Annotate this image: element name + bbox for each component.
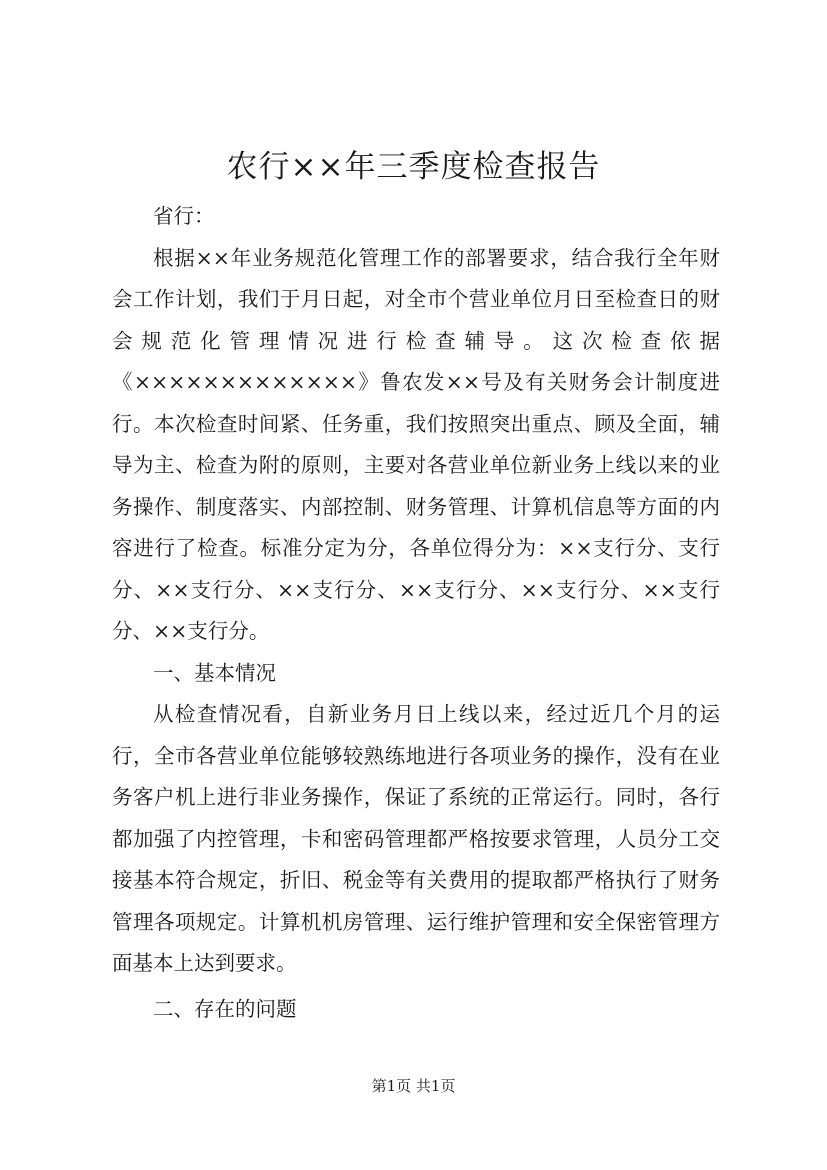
document-title: 农行××年三季度检查报告	[226, 149, 601, 185]
salutation: 省行：	[153, 204, 215, 228]
section-heading-basic: 一、基本情况	[153, 660, 276, 685]
paragraph-intro: 根据××年业务规范化管理工作的部署要求，结合我行全年财会工作计划，我们于月日起，对全市个营业单位月日至检查日的财会规范化管理情况进行检查辅导。这次检查依据《×××××××××××××》鲁农发××号及有关财务会计制度进行。本次检查时间紧、任务重，我们按照突出重点、顾及全面，辅导为主、检查为附的原则，主要对各营业单位新业务上线以来的业务操作、制度落实、内部控制、财务管理、计算机信息等方面的内容进行了检查。标准分定为分，各单位得分为：××支行分、支行分、××支行分、××支行分、××支行分、××支行分、××支行分、××支行分。	[112, 245, 720, 643]
paragraph-basic: 从检查情况看，自新业务月日上线以来，经过近几个月的运行，全市各营业单位能够较熟练地进行各项业务的操作，没有在业务客户机上进行非业务操作，保证了系统的正常运行。同时，各行都加强了内控管理，卡和密码管理都严格按要求管理，人员分工交接基本符合规定，折旧、税金等有关费用的提取都严格执行了财务管理各项规定。计算机机房管理、运行维护管理和安全保密管理方面基本上达到要求。	[112, 702, 720, 975]
document-body	[112, 196, 720, 1030]
section-heading-problems: 二、存在的问题	[153, 996, 297, 1021]
page-number: 第1页 共1页	[371, 1077, 456, 1095]
